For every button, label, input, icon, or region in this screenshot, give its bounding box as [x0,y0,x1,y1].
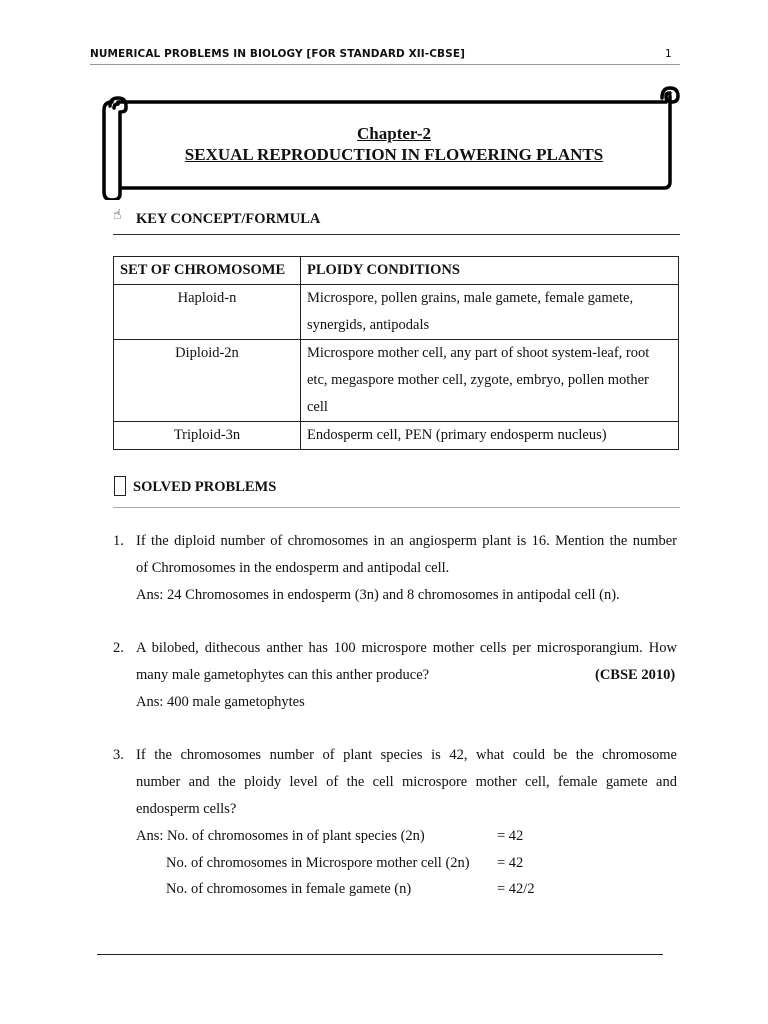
cell-set: Haploid-n [114,285,301,340]
chapter-label: Chapter-2 [357,124,431,143]
cell-ploidy [301,285,679,340]
running-header-title: NUMERICAL PROBLEMS IN BIOLOGY [FOR STANDARD XII-CBSE] [90,48,465,60]
cell-line: Endosperm cell, PEN (primary endosperm nucleus) [307,427,607,443]
problem-number: 2. [113,640,124,656]
question-line: many male gametophytes can this anther produce? [136,667,430,683]
answer-value: = 42/2 [497,881,535,897]
question-line: of Chromosomes in the endosperm and antipodal cell. [136,560,450,576]
cell-ploidy [301,422,679,450]
question-line: If the chromosomes number of plant species is 42, what could be the chromosome [136,747,677,763]
answer-line: Ans: 24 Chromosomes in endosperm (3n) and 8 chromosomes in antipodal cell (n). [136,587,620,603]
chapter-title: SEXUAL REPRODUCTION IN FLOWERING PLANTS [184,145,604,164]
answer-label: No. of chromosomes in Microspore mother cell (2n) [166,855,470,871]
section-divider [113,507,680,508]
page-number: 1 [665,48,672,60]
cell-line: Microspore mother cell, any part of shoot system-leaf, root [307,345,650,361]
header-divider [90,64,680,65]
cell-line: Microspore, pollen grains, male gamete, female gamete, [307,290,634,306]
section-heading-key-concept: KEY CONCEPT/FORMULA [136,211,321,227]
answer-label: No. of chromosomes in female gamete (n) [166,881,412,897]
answer-value: = 42 [497,828,524,844]
table-row [114,340,679,422]
ploidy-table [113,256,679,450]
table-row [114,285,679,340]
pointing-hand-icon: ☝ [113,207,122,223]
table-header-row [114,257,679,285]
answer-value: = 42 [497,855,524,871]
table-row [114,422,679,450]
section-heading-solved: SOLVED PROBLEMS [133,479,277,495]
column-header-set: SET OF CHROMOSOME [114,257,301,285]
answer-label: Ans: No. of chromosomes in of plant species (2n) [136,828,425,844]
cell-ploidy [301,340,679,422]
answer-line: Ans: 400 male gametophytes [136,694,305,710]
cell-line: etc, megaspore mother cell, zygote, embryo, pollen mother [307,372,649,388]
cell-set: Triploid-3n [114,422,301,450]
section-divider [113,234,680,235]
cell-line: synergids, antipodals [307,317,430,333]
question-line: number and the ploidy level of the cell microspore mother cell, female gamete and [136,774,677,790]
column-header-ploidy: PLOIDY CONDITIONS [301,257,679,285]
question-line: If the diploid number of chromosomes in an angiosperm plant is 16. Mention the number [136,533,677,549]
problem-number: 3. [113,747,124,763]
source-tag: (CBSE 2010) [595,667,676,683]
cell-line: cell [307,399,328,415]
footer-divider [97,954,663,955]
question-line: A bilobed, dithecous anther has 100 microspore mother cells per microsporangium. How [136,640,677,656]
checkbox-icon [114,476,126,496]
problem-number: 1. [113,533,124,549]
question-line: endosperm cells? [136,801,237,817]
cell-set: Diploid-2n [114,340,301,422]
